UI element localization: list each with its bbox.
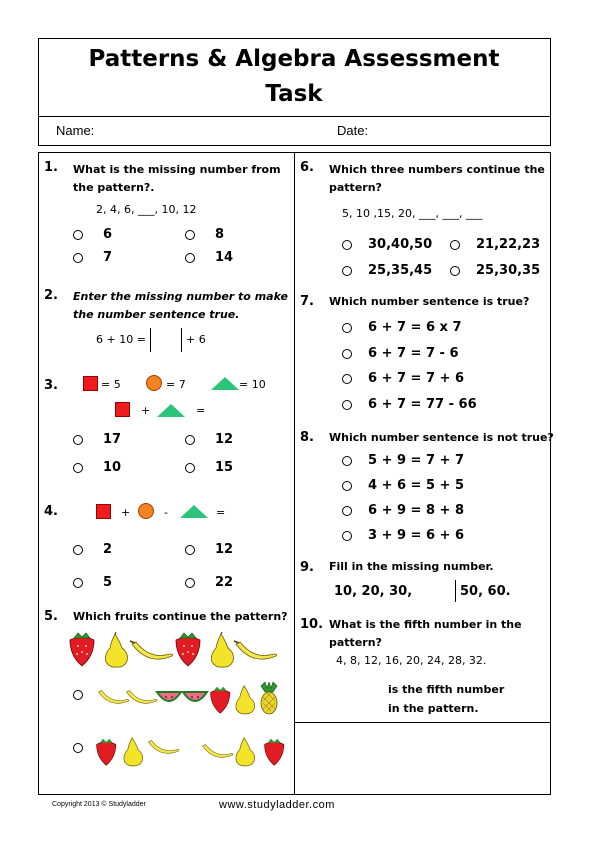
q8-option-b[interactable]: 4 + 6 = 5 + 5	[342, 478, 464, 493]
watermelon-icon	[183, 692, 207, 701]
radio-button[interactable]	[342, 240, 352, 250]
q4-option-a[interactable]: 2	[73, 542, 112, 557]
q4-number: 4.	[44, 504, 58, 519]
q4-option-c[interactable]: 5	[73, 575, 112, 590]
radio-button[interactable]	[185, 230, 195, 240]
radio-button[interactable]	[73, 435, 83, 445]
q1-text-line2: the pattern?.	[73, 181, 155, 194]
q6-sequence: 5, 10 ,15, 20, ___, ___, ___	[342, 207, 483, 220]
name-field[interactable]	[108, 118, 320, 144]
pear-icon	[124, 738, 143, 766]
pear-icon	[236, 738, 255, 766]
radio-button[interactable]	[185, 545, 195, 555]
q2-left: 6 + 10 =	[96, 333, 146, 346]
pear-icon	[212, 632, 234, 667]
q4-minus: -	[164, 506, 168, 519]
q10-sequence: 4, 8, 12, 16, 20, 24, 28, 32.	[336, 654, 487, 667]
q10-answer-line1: is the fifth number	[388, 683, 505, 696]
q4-option-b[interactable]: 12	[185, 542, 233, 557]
date-label: Date:	[337, 123, 369, 138]
q3-number: 3.	[44, 378, 58, 393]
radio-button[interactable]	[73, 253, 83, 263]
watermelon-icon	[157, 692, 181, 701]
q2-text-line1: Enter the missing number to make	[73, 290, 288, 303]
q7-number: 7.	[300, 294, 314, 309]
q4-plus: +	[121, 506, 131, 519]
radio-button[interactable]	[185, 578, 195, 588]
radio-button[interactable]	[450, 266, 460, 276]
q10-answer-box[interactable]	[345, 678, 381, 714]
radio-button[interactable]	[73, 545, 83, 555]
radio-button[interactable]	[185, 253, 195, 263]
q1-option-a[interactable]: 6	[73, 227, 112, 242]
q1-number: 1.	[44, 160, 58, 175]
q9-text: Fill in the missing number.	[329, 560, 494, 573]
q5-option-a[interactable]	[73, 690, 83, 700]
radio-button[interactable]	[73, 578, 83, 588]
q1-option-c[interactable]: 7	[73, 250, 112, 265]
page-title-line1: Patterns & Algebra Assessment	[88, 46, 500, 72]
radio-button[interactable]	[342, 323, 352, 333]
red-square-icon	[115, 402, 130, 417]
banana-icon	[130, 641, 173, 659]
radio-button[interactable]	[73, 690, 83, 700]
banana-icon	[127, 691, 158, 704]
strawberry-icon	[211, 687, 230, 713]
q2-text-line2: the number sentence true.	[73, 308, 240, 321]
strawberry-icon	[176, 633, 200, 666]
q1-option-b[interactable]: 8	[185, 227, 224, 242]
radio-button[interactable]	[342, 531, 352, 541]
q4-option-d[interactable]: 22	[185, 575, 233, 590]
q9-number: 9.	[300, 560, 314, 575]
q7-option-d[interactable]: 6 + 7 = 77 - 66	[342, 397, 477, 412]
q6-text-line1: Which three numbers continue the	[329, 163, 545, 176]
radio-button[interactable]	[73, 743, 83, 753]
green-triangle-icon	[157, 404, 185, 417]
radio-button[interactable]	[73, 463, 83, 473]
q2-right: + 6	[186, 333, 206, 346]
orange-circle-icon	[138, 503, 154, 519]
banana-icon	[149, 741, 180, 754]
q5-option-b-fruits	[95, 734, 290, 768]
q3-square-value: = 5	[101, 378, 121, 391]
q6-text-line2: pattern?	[329, 181, 382, 194]
q5-number: 5.	[44, 609, 58, 624]
strawberry-icon	[70, 633, 94, 666]
q5-text: Which fruits continue the pattern?	[73, 610, 288, 623]
column-divider	[294, 152, 295, 795]
q3-option-c[interactable]: 10	[73, 460, 121, 475]
green-triangle-icon	[211, 377, 239, 390]
orange-circle-icon	[146, 375, 162, 391]
red-square-icon	[83, 376, 98, 391]
q3-circle-value: = 7	[166, 378, 186, 391]
q3-option-a[interactable]: 17	[73, 432, 121, 447]
bottom-right-divider	[294, 722, 551, 723]
q3-plus: +	[141, 404, 151, 417]
red-square-icon	[96, 504, 111, 519]
header-divider	[38, 116, 551, 117]
q7-text: Which number sentence is true?	[329, 295, 530, 308]
q3-triangle-value: = 10	[239, 378, 266, 391]
q5-option-b[interactable]	[73, 743, 83, 753]
q4-equals: =	[216, 506, 226, 519]
radio-button[interactable]	[342, 400, 352, 410]
green-triangle-icon	[180, 505, 208, 518]
q9-right: 50, 60.	[460, 584, 511, 599]
q1-sequence: 2, 4, 6, ___, 10, 12	[96, 203, 197, 216]
q3-equals: =	[196, 404, 206, 417]
q1-option-d[interactable]: 14	[185, 250, 233, 265]
website-link[interactable]: www.studyladder.com	[219, 799, 335, 811]
q6-option-d[interactable]: 25,30,35	[450, 263, 540, 278]
radio-button[interactable]	[185, 463, 195, 473]
strawberry-icon	[265, 739, 284, 765]
radio-button[interactable]	[185, 435, 195, 445]
q10-text-line1: What is the fifth number in the	[329, 618, 522, 631]
radio-button[interactable]	[342, 374, 352, 384]
q8-option-a[interactable]: 5 + 9 = 7 + 7	[342, 453, 464, 468]
page-title-line2: Task	[265, 81, 323, 107]
q3-option-d[interactable]: 15	[185, 460, 233, 475]
q10-answer-line2: in the pattern.	[388, 702, 479, 715]
banana-icon	[234, 641, 277, 659]
q8-option-c[interactable]: 6 + 9 = 8 + 8	[342, 503, 464, 518]
radio-button[interactable]	[342, 349, 352, 359]
q6-option-a[interactable]: 30,40,50	[342, 237, 432, 252]
pineapple-icon	[261, 682, 277, 714]
q10-number: 10.	[300, 617, 324, 632]
q6-option-b[interactable]: 21,22,23	[450, 237, 540, 252]
radio-button[interactable]	[450, 240, 460, 250]
q3-option-b[interactable]: 12	[185, 432, 233, 447]
fruit-pattern-row	[62, 632, 282, 668]
copyright-text: Copyright 2013 © Studyladder	[52, 801, 146, 808]
q7-option-b[interactable]: 6 + 7 = 7 - 6	[342, 346, 459, 361]
banana-icon	[203, 745, 234, 758]
q7-option-a[interactable]: 6 + 7 = 6 x 7	[342, 320, 462, 335]
pear-icon	[106, 632, 128, 667]
q6-option-c[interactable]: 25,35,45	[342, 263, 432, 278]
name-label: Name:	[56, 123, 95, 138]
q10-text-line2: pattern?	[329, 636, 382, 649]
radio-button[interactable]	[342, 266, 352, 276]
q6-number: 6.	[300, 160, 314, 175]
q8-number: 8.	[300, 430, 314, 445]
q7-option-c[interactable]: 6 + 7 = 7 + 6	[342, 371, 464, 386]
radio-button[interactable]	[342, 481, 352, 491]
strawberry-icon	[97, 739, 116, 765]
q5-option-a-fruits	[95, 682, 285, 716]
q8-option-d[interactable]: 3 + 9 = 6 + 6	[342, 528, 464, 543]
date-field[interactable]	[376, 118, 546, 144]
radio-button[interactable]	[73, 230, 83, 240]
q1-text-line1: What is the missing number from	[73, 163, 281, 176]
radio-button[interactable]	[342, 506, 352, 516]
radio-button[interactable]	[342, 456, 352, 466]
banana-icon	[99, 691, 130, 704]
q2-number: 2.	[44, 288, 58, 303]
q9-answer-box[interactable]	[415, 580, 456, 602]
pear-icon	[236, 686, 255, 714]
q8-text: Which number sentence is not true?	[329, 431, 554, 444]
q9-left: 10, 20, 30,	[334, 584, 413, 599]
q2-answer-box[interactable]	[150, 328, 182, 352]
